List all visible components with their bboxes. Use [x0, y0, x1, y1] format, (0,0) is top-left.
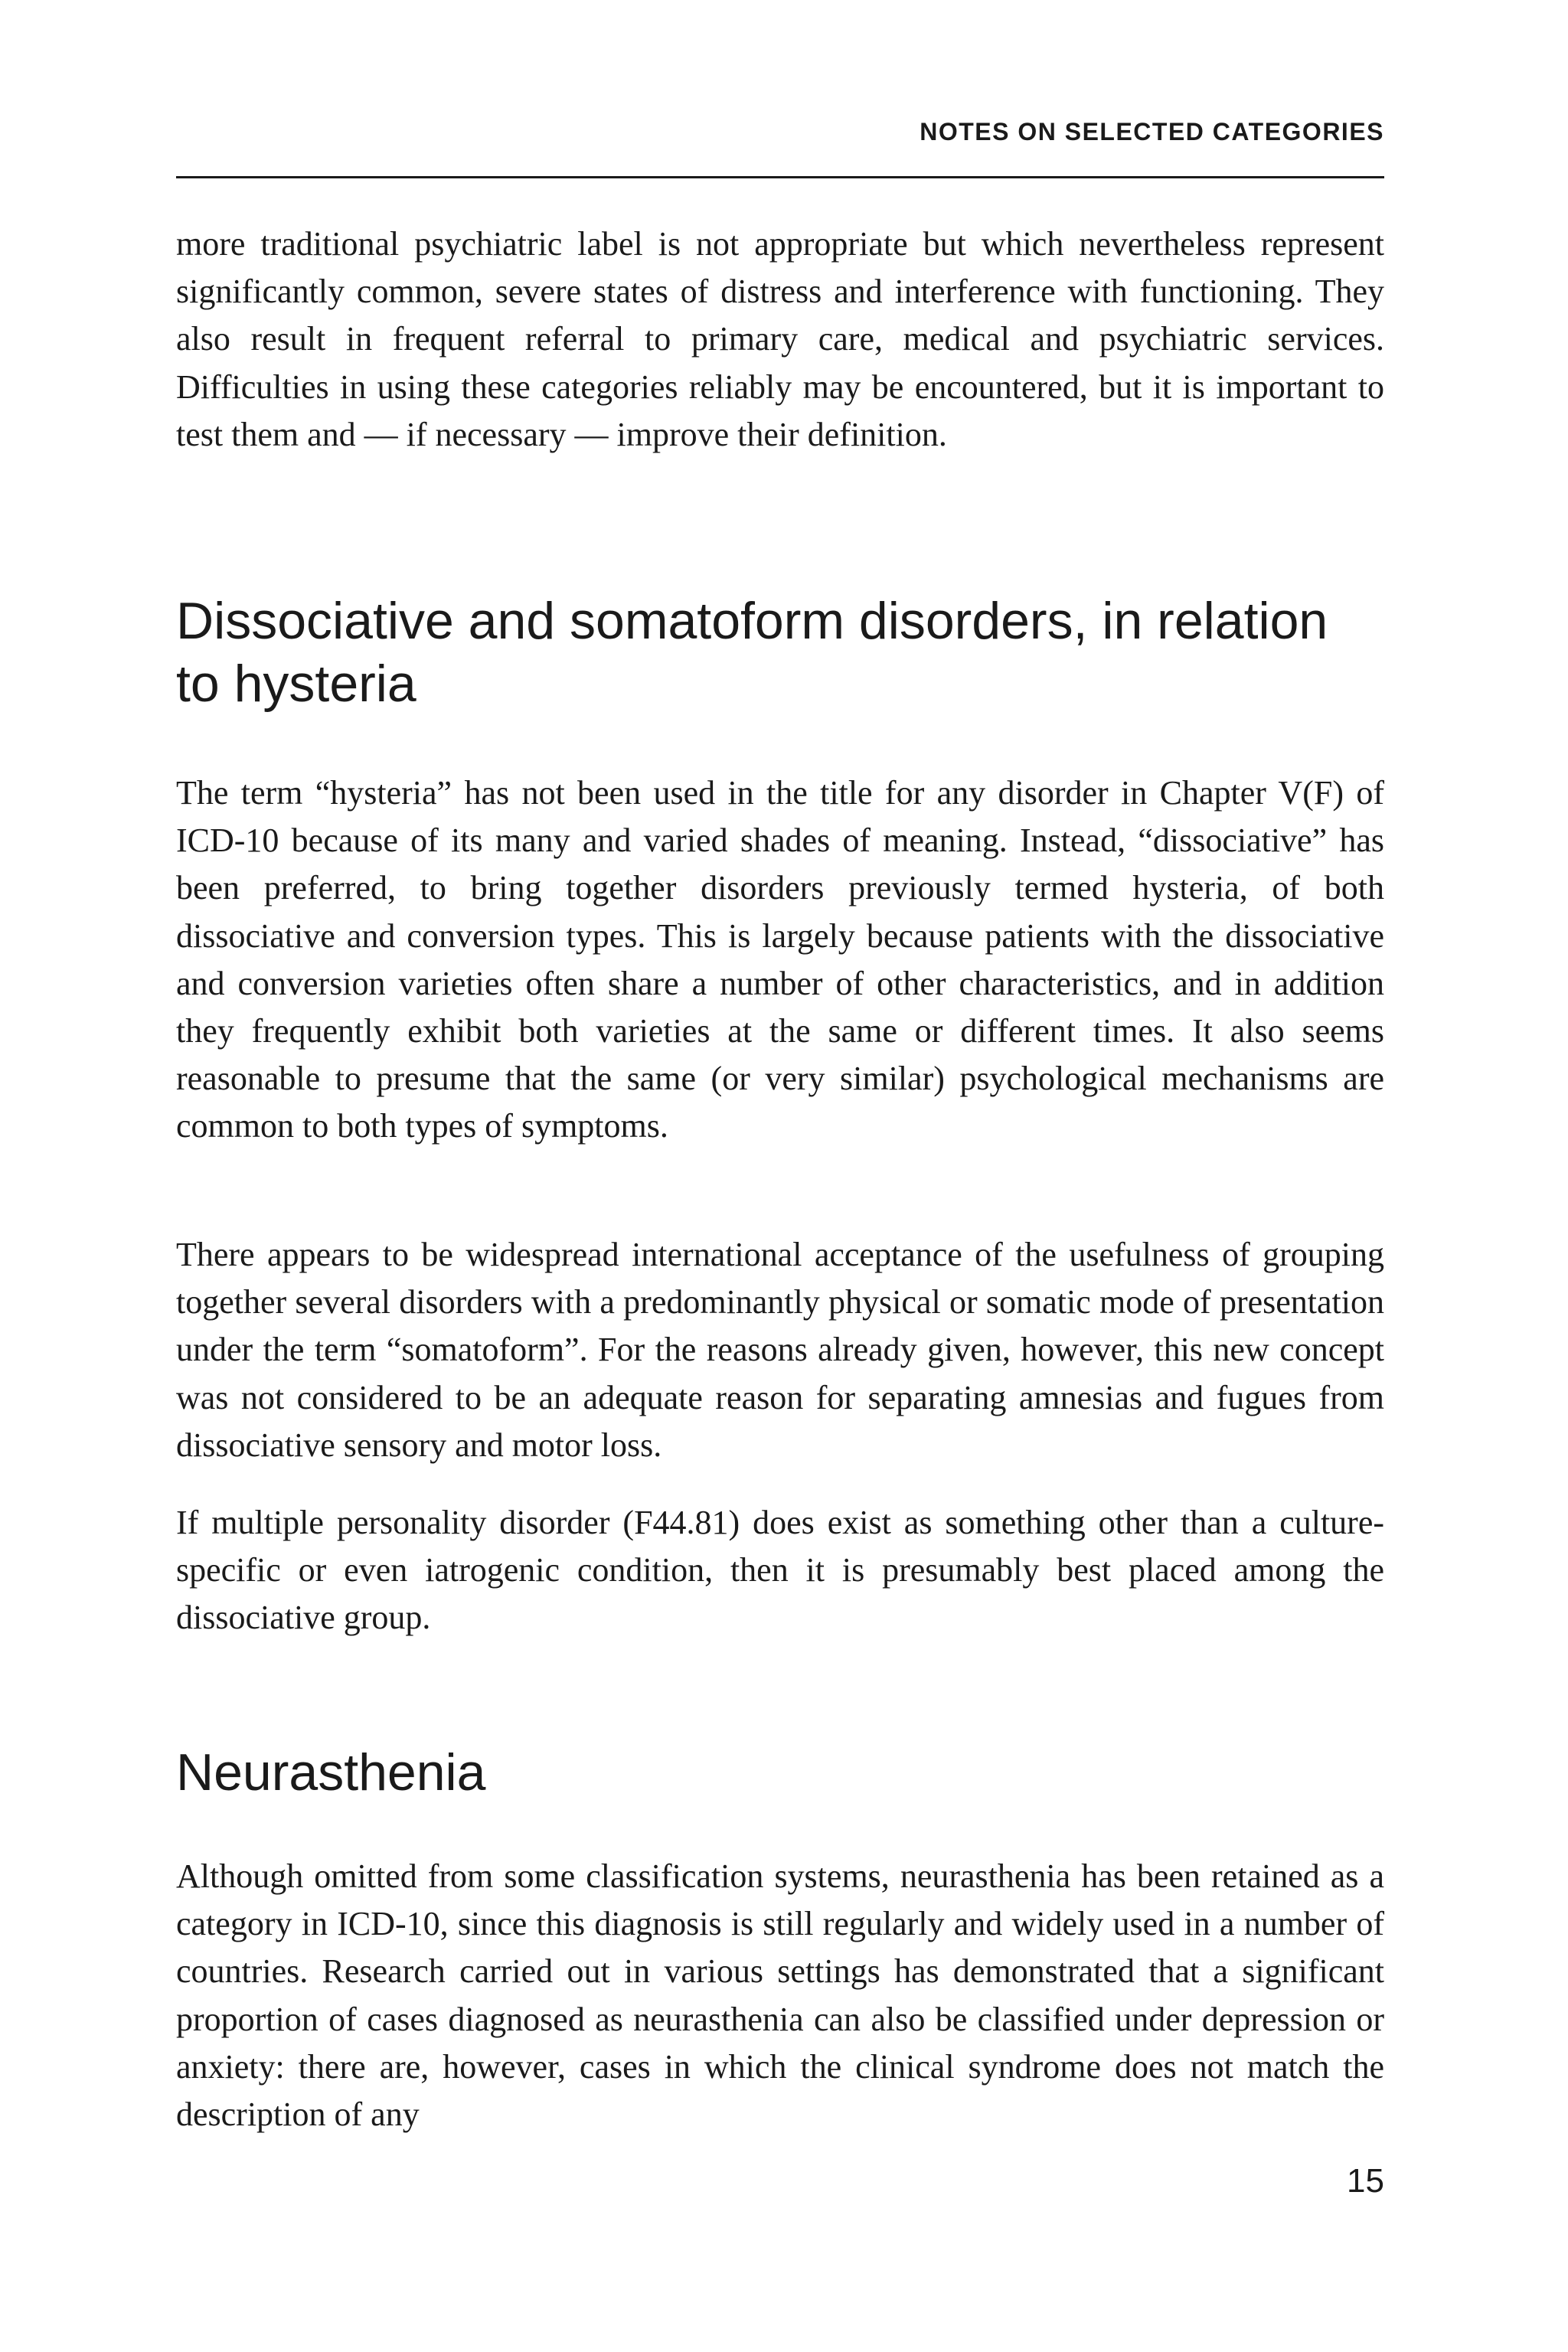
running-header: NOTES ON SELECTED CATEGORIES: [920, 118, 1384, 145]
section-heading-dissociative: Dissociative and somatoform disorders, in relation to hysteria: [176, 592, 1328, 713]
paragraph-hysteria-term: The term “hysteria” has not been used in the title for any disorder in Chapter V(F) of ICD-10 because of its many and varied shades of meaning. Instead, “dissociative” has been preferred, to bring together disorders previously termed hysteria, of both dissociative and conversion types. This is largely because patients with the dissociative and conversion varieties often share a number of other characteristics, and in addition they frequently exhibit both varieties at the same or different times. It also seems reasonable to presume that the same (or very similar) psychological mechanisms are common to both types of symptoms.: [176, 774, 1384, 1145]
paragraph-neurasthenia: Although omitted from some classification systems, neurasthenia has been retained as a category in ICD-10, since this diagnosis is still regularly and widely used in a number of countries. Research carried out in various settings has demonstrated that a significant proportion of cases diagnosed as neurasthenia can also be classified under depression or anxiety: there are, however, cases in which the clinical syndrome does not match the description of any: [176, 1857, 1384, 2134]
paragraph-multiple-personality: If multiple personality disorder (F44.81) does exist as something other than a culture-specific or even iatrogenic condition, then it is presumably best placed among the dissociative group.: [176, 1504, 1384, 1637]
header-rule: [176, 176, 1384, 178]
section-heading-neurasthenia: Neurasthenia: [176, 1743, 486, 1802]
intro-paragraph: more traditional psychiatric label is not appropriate but which nevertheless represent significantly common, severe states of distress and interference with functioning. They also result in frequent referral to primary care, medical and psychiatric services. Difficulties in using these categories reliably may be encountered, but it is important to test them and — if necessary — improve their definition.: [176, 225, 1384, 453]
paragraph-somatoform: There appears to be widespread international acceptance of the usefulness of grouping together several disorders with a predominantly physical or somatic mode of presentation under the term “somatoform”. For the reasons already given, however, this new concept was not considered to be an adequate reason for separating amnesias and fugues from dissociative sensory and motor loss.: [176, 1236, 1384, 1464]
page-number: 15: [1347, 2162, 1384, 2200]
document-page: [176, 0, 1384, 2352]
